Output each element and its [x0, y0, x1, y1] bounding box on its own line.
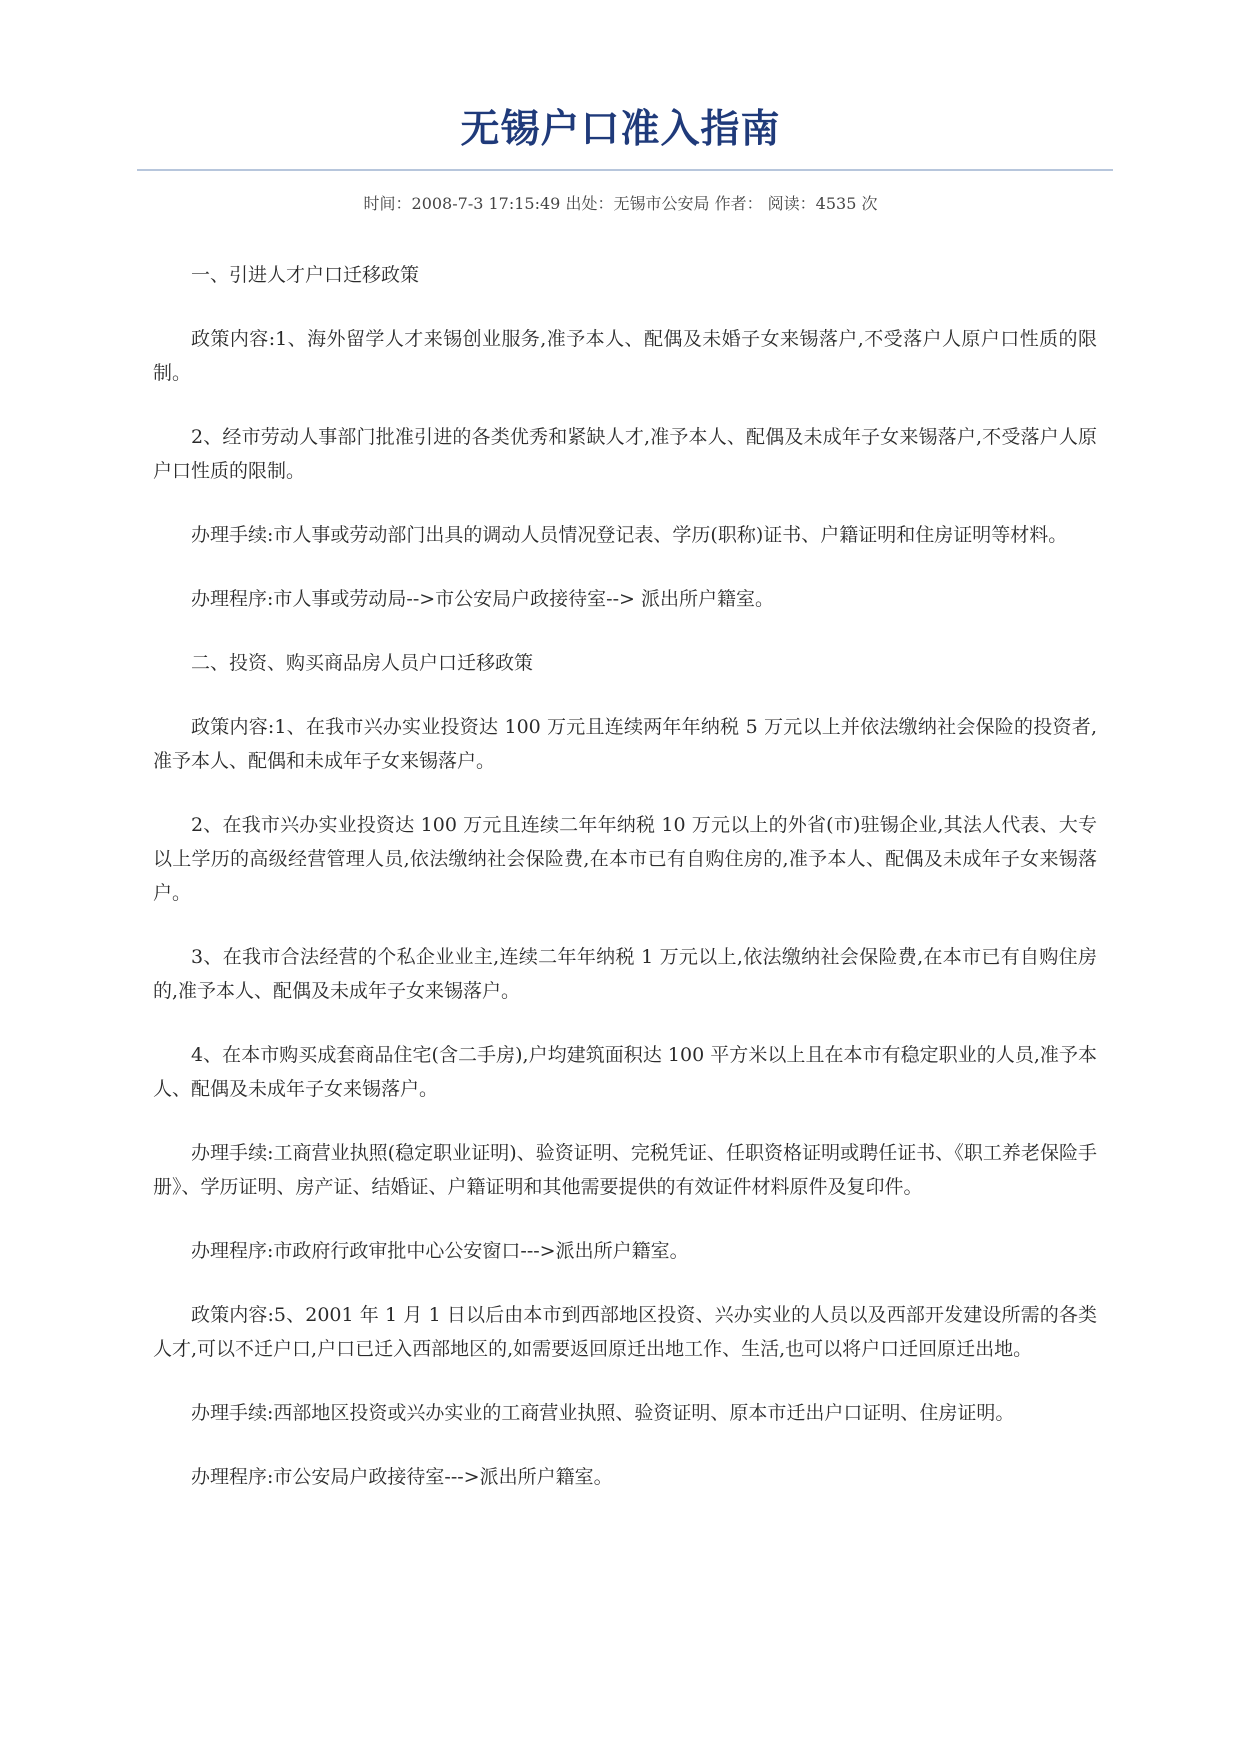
meta-views: 阅读：4535 次: [767, 194, 878, 213]
body-paragraph: 政策内容:1、在我市兴办实业投资达 100 万元且连续两年年纳税 5 万元以上并依法缴纳社会保险的投资者,准予本人、配偶和未成年子女来锡落户。: [153, 716, 1097, 772]
body-paragraph: 政策内容:5、2001 年 1 月 1 日以后由本市到西部地区投资、兴办实业的人员以及西部开发建设所需的各类人才,可以不迁户口,户口已迁入西部地区的,如需要返回原迁出地工作、生活,也可以将户口迁回原迁出地。: [153, 1304, 1097, 1360]
title-divider: [137, 169, 1113, 171]
meta-source: 出处：无锡市公安局: [565, 194, 710, 213]
body-paragraph: 办理程序:市公安局户政接待室--->派出所户籍室。: [191, 1466, 613, 1488]
body-paragraph: 政策内容:1、海外留学人才来锡创业服务,准予本人、配偶及未婚子女来锡落户,不受落户人原户口性质的限制。: [153, 328, 1097, 384]
body-paragraph: 办理程序:市人事或劳动局-->市公安局户政接待室--> 派出所户籍室。: [191, 588, 774, 610]
document-title: 无锡户口准入指南: [460, 107, 781, 152]
body-paragraph: 办理手续:西部地区投资或兴办实业的工商营业执照、验资证明、原本市迁出户口证明、住房证明。: [191, 1402, 1015, 1424]
body-paragraph: 3、在我市合法经营的个私企业业主,连续二年年纳税 1 万元以上,依法缴纳社会保险费,在本市已有自购住房的,准予本人、配偶及未成年子女来锡落户。: [153, 946, 1097, 1002]
section-heading: 一、引进人才户口迁移政策: [191, 264, 420, 286]
meta-time: 时间：2008-7-3 17:15:49: [363, 194, 561, 213]
body-paragraph: 办理程序:市政府行政审批中心公安窗口--->派出所户籍室。: [191, 1240, 689, 1262]
section-heading: 二、投资、购买商品房人员户口迁移政策: [191, 652, 534, 674]
body-paragraph: 4、在本市购买成套商品住宅(含二手房),户均建筑面积达 100 平方米以上且在本市有稳定职业的人员,准予本人、配偶及未成年子女来锡落户。: [153, 1044, 1097, 1100]
body-paragraph: 办理手续:市人事或劳动部门出具的调动人员情况登记表、学历(职称)证书、户籍证明和住房证明等材料。: [191, 524, 1068, 546]
body-paragraph: 2、在我市兴办实业投资达 100 万元且连续二年年纳税 10 万元以上的外省(市)驻锡企业,其法人代表、大专以上学历的高级经营管理人员,依法缴纳社会保险费,在本市已有自购住房的,准予本人、配偶及未成年子女来锡落户。: [153, 814, 1097, 904]
body-paragraph: 2、经市劳动人事部门批准引进的各类优秀和紧缺人才,准予本人、配偶及未成年子女来锡落户,不受落户人原户口性质的限制。: [153, 426, 1097, 482]
article-body: [153, 258, 1097, 1524]
article-meta: [0, 190, 1241, 218]
body-paragraph: 办理手续:工商营业执照(稳定职业证明)、验资证明、完税凭证、任职资格证明或聘任证书、《职工养老保险手册》、学历证明、房产证、结婚证、户籍证明和其他需要提供的有效证件材料原件及复印件。: [153, 1142, 1097, 1198]
meta-author: 作者：: [714, 194, 763, 213]
